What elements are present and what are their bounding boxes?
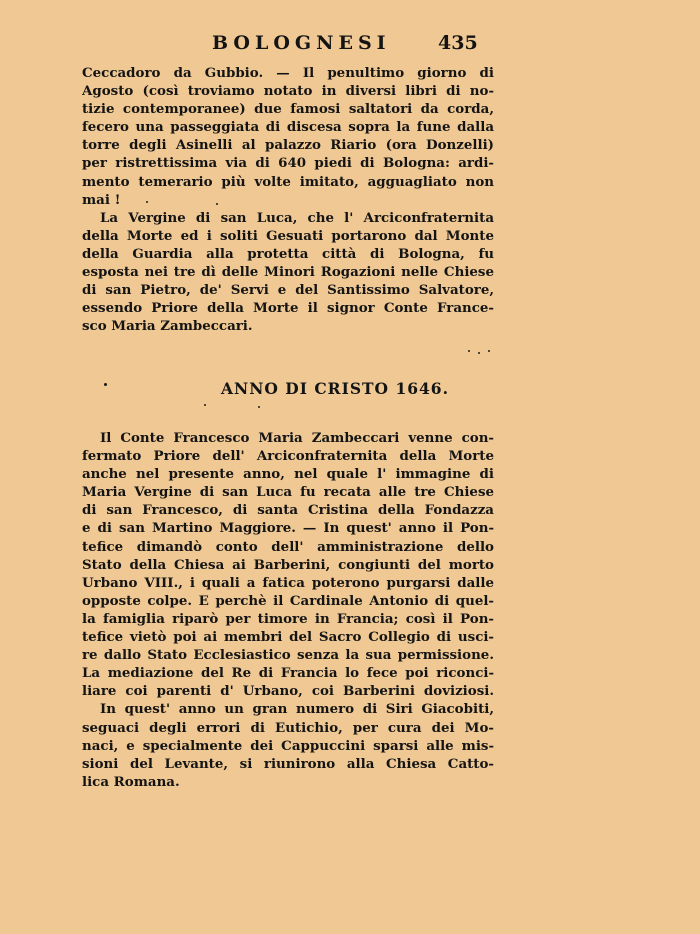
text-line: Ceccadoro da Gubbio. — Il penultimo giorno di: [82, 65, 494, 81]
text-line: Maria Vergine di san Luca fu recata alle tre Chiese: [82, 484, 494, 501]
passage-two: [82, 429, 494, 791]
text-line: re dallo Stato Ecclesiastico senza la sua permissione.: [82, 647, 494, 664]
paragraph-first-line: In quest' anno un gran numero di Siri Giacobiti,: [100, 701, 494, 718]
text-line: La mediazione del Re di Francia lo fece poi riconci-: [82, 665, 494, 682]
print-speck: [104, 383, 107, 386]
text-line: fecero una passeggiata di discesa sopra la fune dalla: [82, 119, 494, 136]
text-line: Urbano VIII., i quali a fatica poterono purgarsi dalle: [82, 574, 494, 591]
text-line: lica Romana.: [82, 773, 180, 790]
paragraph-first-line: Il Conte Francesco Maria Zambeccari venne con-: [100, 430, 494, 446]
text-line: anche nel presente anno, nel quale l' immagine di: [82, 466, 494, 483]
text-line: opposte colpe. E perchè il Cardinale Antonio di quel-: [82, 592, 494, 609]
text-line: e di san Martino Maggiore. — In quest' anno il Pon-: [82, 520, 494, 537]
text-line: sco Maria Zambeccari.: [82, 318, 253, 335]
text-line: Stato della Chiesa ai Barberini, congiunti del morto: [82, 556, 494, 573]
text-line: tizie contemporanee) due famosi saltatori da corda,: [82, 101, 494, 118]
text-line: seguaci degli errori di Eutichio, per cura dei Mo-: [82, 719, 494, 736]
text-line: di san Pietro, de' Servi e del Santissimo Salvatore,: [82, 282, 494, 299]
print-speck: [478, 352, 480, 354]
text-line: della Morte ed i soliti Gesuati portarono dal Monte: [82, 227, 494, 244]
print-speck: [488, 350, 490, 352]
text-line: Agosto (così troviamo notato in diversi libri di no-: [82, 83, 494, 100]
page-number: 435: [438, 32, 478, 54]
text-line: liare coi parenti d' Urbano, coi Barberini doviziosi.: [82, 683, 494, 700]
text-line: la famiglia riparò per timore in Francia; così il Pon-: [82, 610, 494, 627]
text-line: della Guardia alla protetta città di Bologna, fu: [82, 245, 494, 262]
text-line: di san Francesco, di santa Cristina della Fondazza: [82, 502, 494, 519]
text-line: naci, e specialmente dei Cappuccini sparsi alle mis-: [82, 737, 494, 754]
text-line: sioni del Levante, si riunirono alla Chiesa Catto-: [82, 755, 494, 772]
section-heading: [0, 379, 700, 398]
text-line: essendo Priore della Morte il signor Conte France-: [82, 300, 494, 317]
text-line: fermato Priore dell' Arciconfraternita della Morte: [82, 448, 494, 465]
running-header: [0, 30, 700, 58]
print-speck: [468, 350, 470, 352]
text-line: esposta nei tre dì delle Minori Rogazioni nelle Chiese: [82, 264, 494, 281]
print-speck: [216, 203, 218, 205]
text-line: torre degli Asinelli al palazzo Riario (ora Donzelli): [82, 137, 494, 154]
text-line: tefice vietò poi ai membri del Sacro Collegio di usci-: [82, 629, 494, 646]
text-line: mento temerario più volte imitato, agguagliato non: [82, 173, 494, 190]
running-title: BOLOGNESI: [212, 32, 391, 54]
paragraph-first-line: La Vergine di san Luca, che l' Arciconfraternita: [100, 209, 494, 226]
print-speck: [258, 406, 260, 408]
text-line: per ristrettissima via di 640 piedi di Bologna: ardi-: [82, 155, 494, 172]
passage-one: [82, 64, 494, 335]
section-heading-text: ANNO DI CRISTO 1646.: [221, 379, 449, 398]
text-line: mai !: [82, 191, 121, 208]
text-line: tefice dimandò conto dell' amministrazione dello: [82, 538, 494, 555]
print-speck: [204, 404, 206, 406]
print-speck: [146, 201, 148, 203]
